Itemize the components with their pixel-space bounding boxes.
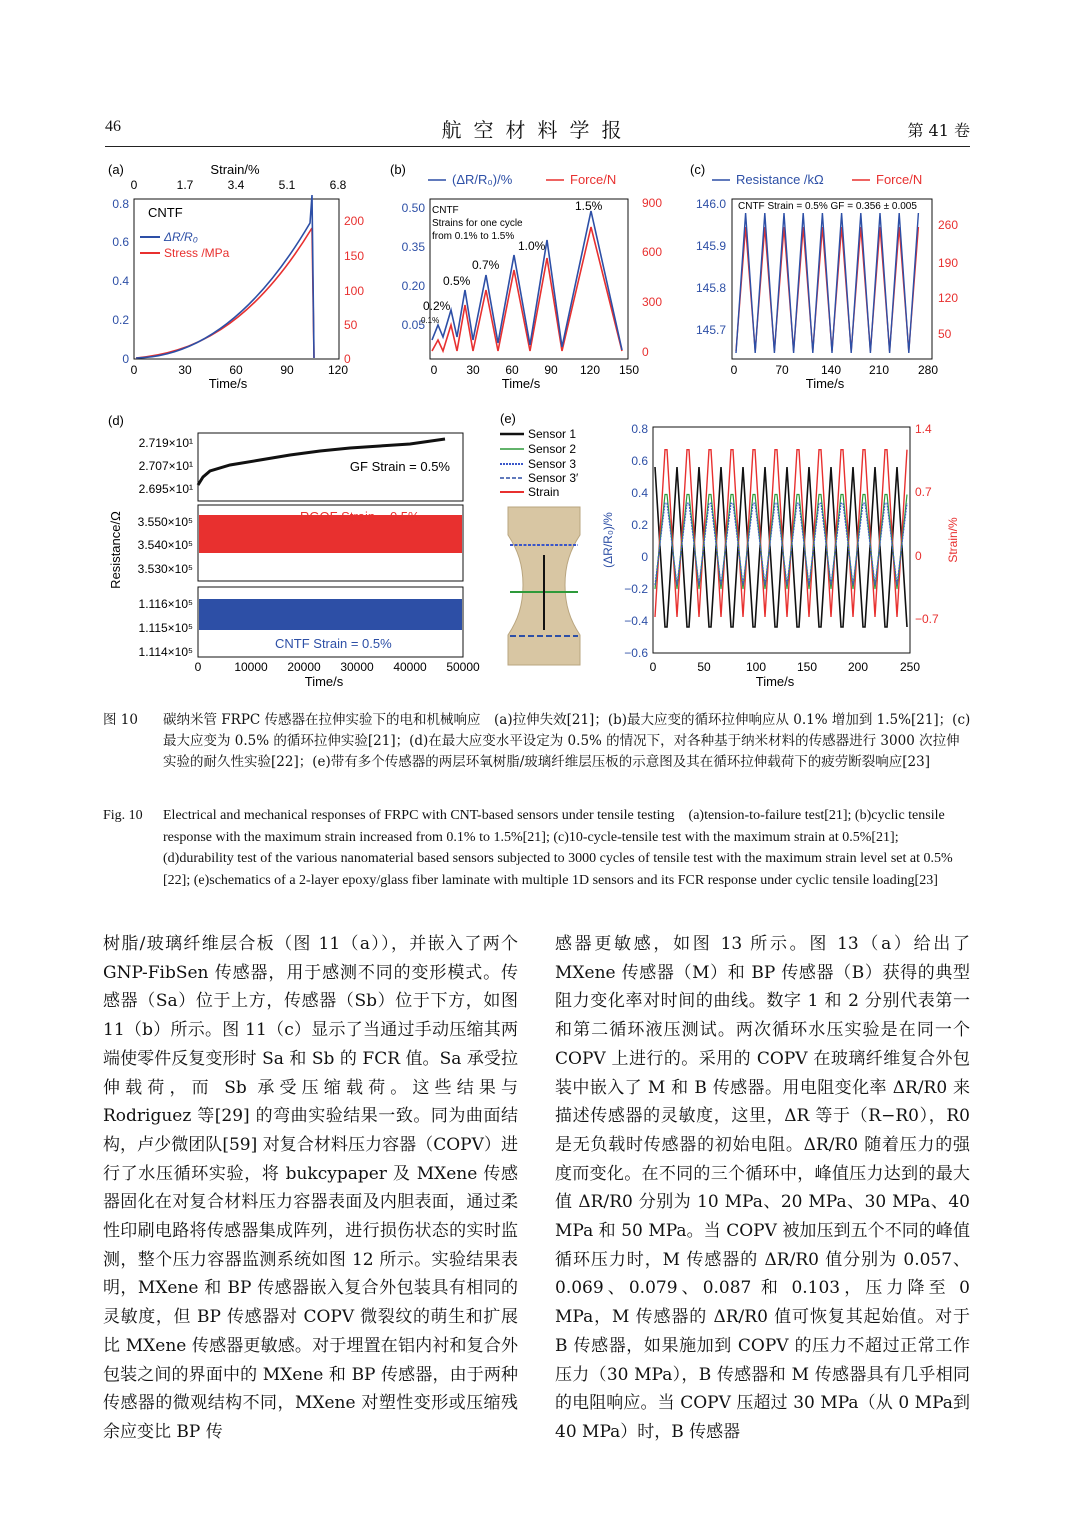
panel-b-label: (b) [390, 162, 406, 177]
b-legend-force: Force/N [570, 172, 617, 187]
e-left-tick: −0.4 [624, 614, 648, 628]
a-left-tick: 0.8 [112, 197, 129, 211]
e-legend-entry: Sensor 1 [528, 427, 577, 441]
d-ylabel: Resistance/Ω [108, 511, 123, 589]
a-legend-stress: Stress /MPa [164, 246, 230, 260]
body-paragraph: 树脂/玻璃纤维层合板（图 11（a）），并嵌入了两个 GNP-FibSen 传感器，用于感测不同的变形模式。传感器（Sa）位于上方，传感器（Sb）位于下方，如图 11（b）所示。图 11（c）显示了当通过手动压缩其两端使零件反复变形时 Sa 和 Sb 的 FCR 值。Sa 承受拉伸载荷，而 Sb 承受压缩载荷。这些结果与 Rodriguez 等[29] 的弯曲实验结果一致。同为曲面结构，卢少微团队[59] 对复合材料压力容器（COPV）进行了水压循环实验，将 bukcypaper 及 MXene 传感器固化在对复合材料压力容器表面及内胆表面，通过柔性印刷电路将传感器集成阵列，进行损伤状态的实时监测，整个压力容器监测系统如图 12 所示。实验结果表明，MXene 和 BP 传感器嵌入复合外包装具有相同的灵敏度，但 BP 传感器对 COPV 微裂纹的萌生和扩展比 MXene 传感器更敏感。对于埋置在铝内衬和复合外包装之间的界面中的 MXene 和 BP 传感器，由于两种传感器的微观结构不同，MXene 对塑性变形或压缩残余应变比 BP 传 [103, 934, 518, 1442]
d-rgof-label: RGOF Strain = 0.5% [300, 509, 420, 524]
c-bottom-tick: 140 [820, 363, 842, 377]
e-left-tick: 0.2 [631, 518, 648, 532]
e-left-tick: −0.2 [624, 582, 648, 596]
e-legend-entry: Sensor 3 [528, 457, 577, 471]
a-right-tick: 200 [344, 214, 365, 228]
c-resistance-curve [736, 213, 918, 353]
c-left-tick: 145.7 [695, 323, 726, 337]
c-right-tick: 260 [938, 218, 959, 232]
a-right-tick: 0 [344, 352, 351, 366]
d-cntf-tick: 1.116×10⁵ [138, 597, 193, 611]
caption-cn-text: 碳纳米管 FRPC 传感器在拉伸实验下的电和机械响应 (a)拉伸失效[21]；(b)最大应变的循环拉伸响应从 0.1% 增加到 1.5%[21]；(c)最大应变为 0.5% 的循环拉伸实验[21]；(d)在最大应变水平设定为 0.5% 的情况下，对各种基于纳米材料的传感器进行 3000 次拉伸实验的耐久性实验[22]；(e)带有多个传感器的两层环氧树脂/玻璃纤维层压板的示意图及其在循环拉伸载荷下的疲劳断裂响应[23] [163, 712, 971, 770]
e-legend-entry: Sensor 3′ [528, 471, 579, 485]
b-right-tick: 900 [642, 196, 663, 210]
panel-c-label: (c) [690, 162, 706, 177]
a-legend-resistance: ΔR/R₀ [164, 230, 198, 244]
c-left-tick: 146.0 [695, 197, 726, 211]
d-bottom-tick: 50000 [446, 660, 480, 674]
e-bottom-tick: 0 [649, 660, 657, 674]
caption-en-text: Electrical and mechanical responses of FRPC with CNT-based sensors under tensile testing (a)tension-to-failure test[21]; (b)cyclic tensile response with the maximum strain increased from 0.1% to 1.5%[21]; (c)10-cycle-tensile test with the maximum strain at 0.5%[21]; (d)durability test of the various nanomaterial based sensors subjected to 3000 cycles of tensile test with the maximum strain level set at 0.5%[22]; (e)schematics of a 2-layer epoxy/glass fiber laminate with multiple 1D sensors and its FCR response under cyclic tensile loading[23] [163, 808, 953, 888]
body-column-left [103, 930, 518, 1447]
b-legend-resistance: (ΔR/R₀)/% [452, 172, 513, 187]
figure-caption-cn [103, 710, 971, 773]
a-left-tick: 0.6 [112, 235, 129, 249]
e-legend-entry: Strain [528, 485, 560, 499]
b-bottom-tick: 30 [466, 363, 480, 377]
e-left-tick: 0.6 [631, 454, 648, 468]
b-right-tick: 600 [642, 245, 663, 259]
d-cntf-curve [199, 599, 462, 630]
e-right-tick: −0.7 [915, 612, 939, 626]
a-left-tick: 0 [122, 352, 129, 366]
volume-label: 第 41 卷 [907, 121, 970, 140]
running-header [105, 112, 970, 147]
a-left-tick: 0.2 [112, 313, 129, 327]
c-bottom-tick: 70 [775, 363, 789, 377]
a-bottom-tick: 90 [280, 363, 294, 377]
d-xlabel: Time/s [304, 674, 344, 689]
e-right-tick: 1.4 [915, 422, 932, 436]
d-bottom-tick: 30000 [340, 660, 374, 674]
caption-cn-number: 图 10 [103, 712, 138, 728]
a-top-tick: 1.7 [176, 178, 194, 192]
c-bottom-tick: 210 [868, 363, 890, 377]
b-bottom-tick: 0 [430, 363, 438, 377]
c-right-tick: 190 [938, 256, 959, 270]
c-bottom-tick: 280 [917, 363, 939, 377]
a-top-tick: 5.1 [278, 178, 296, 192]
caption-en-number: Fig. 10 [103, 808, 143, 823]
e-bottom-tick: 50 [697, 660, 711, 674]
panel-c [690, 162, 958, 391]
a-top-tick: 3.4 [227, 178, 245, 192]
e-bottom-tick: 150 [796, 660, 818, 674]
b-xlabel: Time/s [501, 376, 541, 391]
b-left-tick: 0.05 [401, 318, 425, 332]
d-rgof-tick: 3.550×10⁵ [137, 515, 193, 529]
panel-a-top-axis-title: Strain/% [210, 162, 260, 177]
b-right-tick: 0 [642, 345, 649, 359]
body-paragraph: 感器更敏感，如图 13 所示。图 13（a）给出了 MXene 传感器（M）和 BP 传感器（B）获得的典型阻力变化率对时间的曲线。数字 1 和 2 分别代表第一和第二循环液压测试。两次循环水压实验是在同一个 COPV 上进行的。采用的 COPV 在玻璃纤维复合外包装中嵌入了 M 和 B 传感器。用电阻变化率 ΔR/R0 来描述传感器的灵敏度，这里，ΔR 等于（R−R0），R0 是无负载时传感器的初始电阻。ΔR/R0 随着压力的强度而变化。在不同的三个循环中，峰值压力达到的最大值 ΔR/R0 分别为 10 MPa、20 MPa、30 MPa、40 MPa 和 50 MPa。当 COPV 被加压到五个不同的峰值循环压力时，M 传感器的 ΔR/R0 值分别为 0.057、0.069、0.079、0.087 和 0.103，压力降至 0 MPa，M 传感器的 ΔR/R0 值可恢复其起始值。对于 B 传感器，如果施加到 COPV 的压力不超过正常工作压力（30 MPa），B 传感器和 M 传感器具有几乎相同的电阻响应。当 COPV 压超过 30 MPa（从 0 MPa到 40 MPa）时，B 传感器 [555, 934, 970, 1442]
b-bottom-tick: 60 [505, 363, 519, 377]
d-rgof-tick: 3.540×10⁵ [137, 538, 193, 552]
d-cntf-label: CNTF Strain = 0.5% [275, 636, 392, 651]
d-cntf-tick: 1.115×10⁵ [138, 621, 193, 635]
panel-e [500, 411, 960, 689]
a-top-tick: 6.8 [329, 178, 347, 192]
a-bottom-tick: 120 [327, 363, 349, 377]
d-gf-tick: 2.719×10¹ [138, 436, 193, 450]
e-ylabel-right: Strain/% [946, 517, 960, 563]
e-sensor1-curve [655, 467, 907, 627]
d-bottom-tick: 10000 [234, 660, 268, 674]
b-right-tick: 300 [642, 295, 663, 309]
d-rgof-tick: 3.530×10⁵ [137, 562, 193, 576]
b-peak-label: 0.7% [472, 258, 500, 272]
b-left-tick: 0.50 [401, 201, 425, 215]
e-bottom-tick: 100 [745, 660, 767, 674]
a-xlabel: Time/s [208, 376, 248, 391]
journal-title: 航空材料学报 [441, 118, 634, 142]
a-left-tick: 0.4 [112, 274, 129, 288]
e-left-tick: 0.8 [631, 422, 648, 436]
b-bottom-tick: 90 [544, 363, 558, 377]
b-note: from 0.1% to 1.5% [432, 231, 515, 242]
a-right-tick: 100 [344, 284, 365, 298]
b-peak-label: 0.1% [421, 316, 440, 325]
d-bottom-tick: 40000 [393, 660, 427, 674]
b-peak-label: 0.2% [423, 299, 451, 313]
e-left-tick: 0 [641, 550, 648, 564]
panel-b [390, 162, 662, 391]
b-left-tick: 0.20 [401, 279, 425, 293]
c-right-tick: 50 [938, 327, 952, 341]
c-right-tick: 120 [938, 291, 959, 305]
body-column-right [555, 930, 970, 1447]
b-peak-label: 1.5% [575, 199, 603, 213]
a-top-tick: 0 [130, 178, 138, 192]
b-peak-label: 0.5% [443, 274, 471, 288]
c-left-tick: 145.8 [695, 281, 726, 295]
e-legend-entry: Sensor 2 [528, 442, 577, 456]
e-left-tick: −0.6 [624, 646, 648, 660]
e-right-tick: 0 [915, 549, 922, 563]
d-cntf-tick: 1.114×10⁵ [138, 645, 193, 659]
figure-10 [100, 155, 980, 695]
a-right-tick: 150 [344, 249, 365, 263]
panel-e-label: (e) [500, 411, 516, 426]
c-legend-force: Force/N [876, 172, 923, 187]
b-note: CNTF [432, 205, 459, 216]
b-note: Strains for one cycle [432, 218, 523, 229]
c-xlabel: Time/s [805, 376, 845, 391]
d-gf-tick: 2.707×10¹ [138, 459, 193, 473]
panel-d [108, 413, 480, 689]
a-bottom-tick: 30 [178, 363, 192, 377]
a-right-tick: 50 [344, 318, 358, 332]
b-left-tick: 0.35 [401, 240, 425, 254]
d-bottom-tick: 20000 [287, 660, 321, 674]
e-right-tick: 0.7 [915, 485, 932, 499]
panel-a [108, 162, 364, 391]
b-bottom-tick: 150 [618, 363, 640, 377]
e-bottom-tick: 200 [847, 660, 869, 674]
c-left-tick: 145.9 [695, 239, 726, 253]
d-gf-label: GF Strain = 0.5% [349, 459, 450, 474]
e-xlabel: Time/s [755, 674, 795, 689]
c-legend-resistance: Resistance /kΩ [736, 172, 824, 187]
c-note: CNTF Strain = 0.5% GF = 0.356 ± 0.005 [738, 201, 917, 212]
page-number: 46 [105, 118, 121, 135]
c-bottom-tick: 0 [730, 363, 738, 377]
b-peak-label: 1.0% [518, 239, 546, 253]
b-bottom-tick: 120 [579, 363, 601, 377]
panel-a-label: (a) [108, 162, 124, 177]
a-bottom-tick: 0 [130, 363, 138, 377]
panel-d-label: (d) [108, 413, 124, 428]
e-left-tick: 0.4 [631, 486, 648, 500]
figure-caption-en [103, 805, 971, 891]
e-bottom-tick: 250 [899, 660, 921, 674]
e-ylabel-left: (ΔR/R₀)/% [601, 512, 615, 568]
d-gf-tick: 2.695×10¹ [138, 482, 193, 496]
d-bottom-tick: 0 [194, 660, 202, 674]
a-bottom-tick: 60 [229, 363, 243, 377]
a-cntf-label: CNTF [148, 205, 183, 220]
panel-c-frame [732, 199, 932, 359]
panel-a-frame [134, 199, 339, 359]
